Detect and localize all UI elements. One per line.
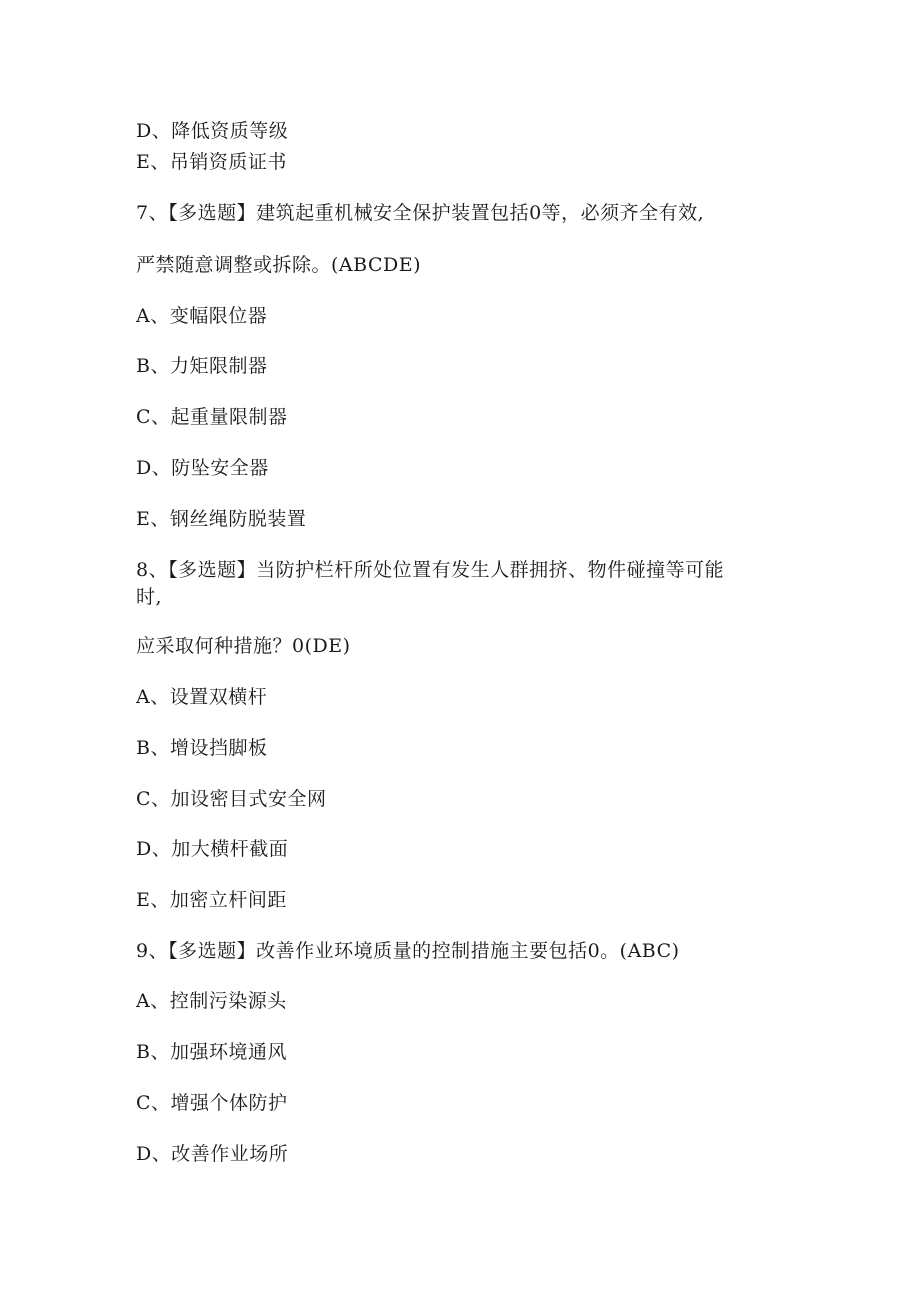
q9-option-c: C、增强个体防护	[136, 1092, 288, 1114]
q7-question: 7、【多选题】建筑起重机械安全保护装置包括0等，必须齐全有效,	[136, 202, 705, 224]
q8-question: 8、【多选题】当防护栏杆所处位置有发生人群拥挤、物件碰撞等可能	[136, 559, 725, 581]
q8-question-cont: 时,	[136, 586, 163, 608]
q7-option-b: B、力矩限制器	[136, 355, 268, 377]
q7-option-c: C、起重量限制器	[136, 406, 288, 428]
q9-option-b: B、加强环境通风	[136, 1041, 287, 1063]
q7-option-d: D、防坠安全器	[136, 457, 269, 479]
q8-option-c: C、加设密目式安全网	[136, 788, 327, 810]
q9-option-d: D、改善作业场所	[136, 1143, 289, 1165]
q9-option-a: A、控制污染源头	[136, 990, 287, 1012]
q8-option-b: B、增设挡脚板	[136, 737, 268, 759]
q8-option-a: A、设置双横杆	[136, 686, 268, 708]
q7-option-a: A、变幅限位器	[136, 305, 268, 327]
q9-question: 9、【多选题】改善作业环境质量的控制措施主要包括0。(ABC)	[136, 940, 680, 962]
q7-question-cont: 严禁随意调整或拆除。(ABCDE)	[136, 254, 422, 276]
q7-option-e: E、钢丝绳防脱装置	[136, 508, 307, 530]
q6-option-e: E、吊销资质证书	[136, 151, 287, 173]
q8-question-cont-2: 应采取何种措施？0(DE)	[136, 635, 351, 657]
q6-option-d: D、降低资质等级	[136, 120, 289, 142]
q8-option-e: E、加密立杆间距	[136, 889, 287, 911]
q8-option-d: D、加大横杆截面	[136, 838, 289, 860]
